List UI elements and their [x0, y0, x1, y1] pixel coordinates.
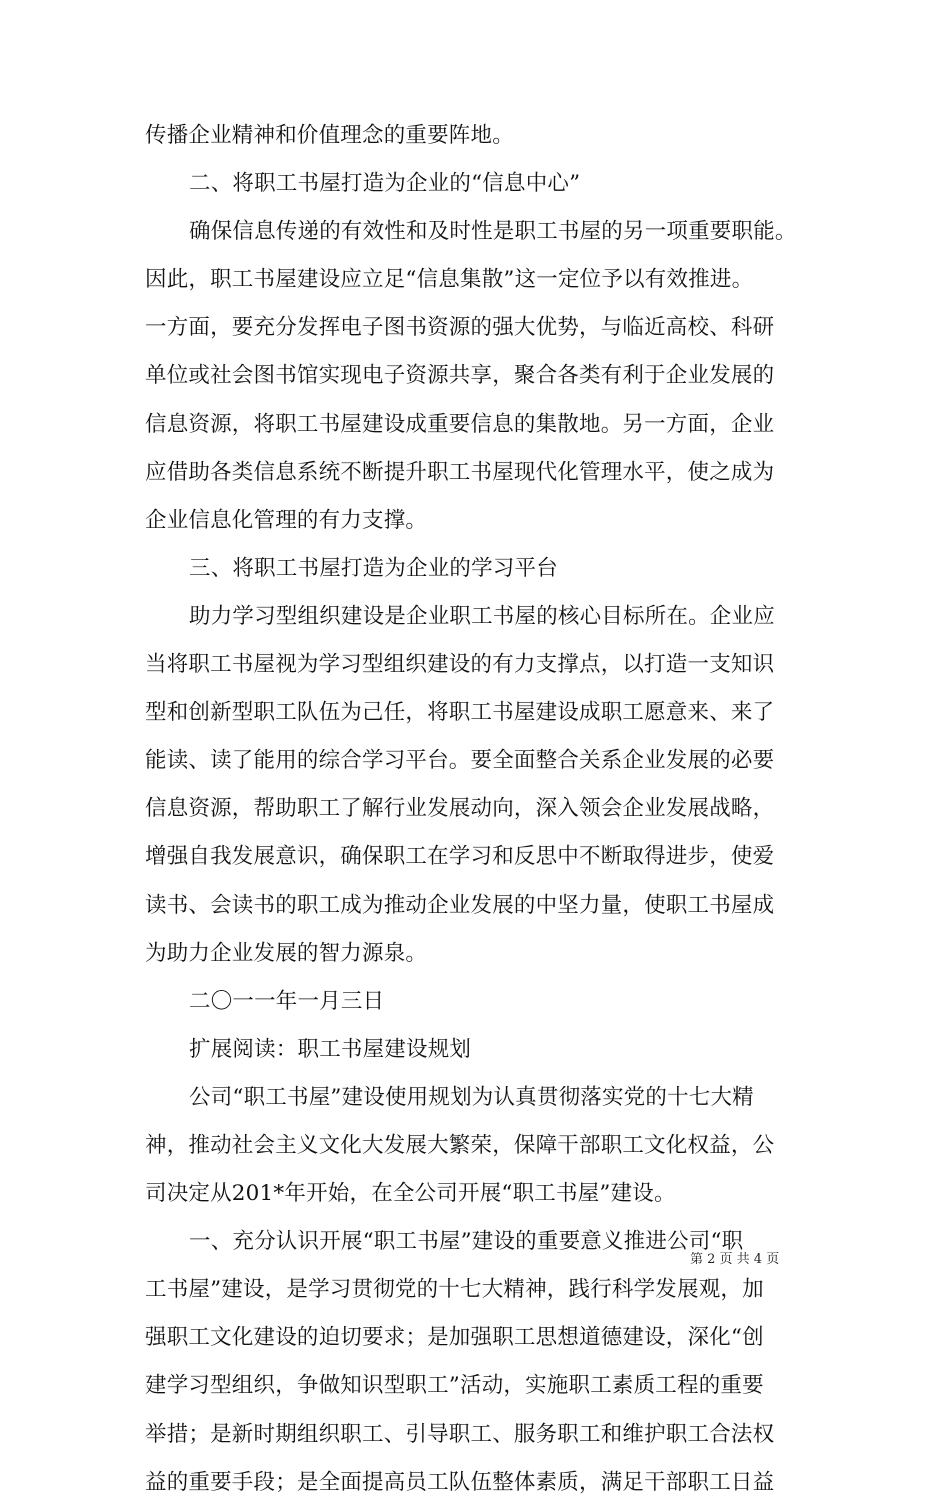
- text-line: 建学习型组织，争做知识型职工”活动，实施职工素质工程的重要: [145, 1373, 764, 1399]
- text-line: 增强自我发展意识，确保职工在学习和反思中不断取得进步，使爱: [145, 844, 775, 870]
- text-line: 神，推动社会主义文化大发展大繁荣，保障干部职工文化权益，公: [145, 1132, 775, 1158]
- text-line: 助力学习型组织建设是企业职工书屋的核心目标所在。企业应: [189, 603, 775, 629]
- text-line: 工书屋”建设，是学习贯彻党的十七大精神，践行科学发展观，加: [145, 1277, 764, 1303]
- document-body: [145, 112, 805, 1507]
- text-line: 企业信息化管理的有力支撑。: [145, 507, 428, 533]
- text-line: 传播企业精神和价值理念的重要阵地。: [145, 123, 514, 148]
- text-line: 一方面，要充分发挥电子图书资源的强大优势，与临近高校、科研: [145, 315, 775, 341]
- text-line: 能读、读了能用的综合学习平台。要全面整合关系企业发展的必要: [145, 748, 775, 774]
- text-line: 强职工文化建设的迫切要求；是加强职工思想道德建设，深化“创: [145, 1325, 764, 1351]
- text-line: 读书、会读书的职工成为推动企业发展的中坚力量，使职工书屋成: [145, 892, 775, 918]
- text-line: 公司“职工书屋”建设使用规划为认真贯彻落实党的十七大精: [189, 1084, 754, 1110]
- section-heading: 二、将职工书屋打造为企业的“信息中心”: [189, 171, 581, 197]
- text-line: 益的重要手段；是全面提高员工队伍整体素质，满足干部职工日益: [145, 1469, 775, 1495]
- text-line: 一、充分认识开展“职工书屋”建设的重要意义推进公司“职: [189, 1229, 744, 1255]
- page-number: 第 2 页 共 4 页: [690, 1252, 780, 1267]
- text-line: 当将职工书屋视为学习型组织建设的有力支撑点，以打造一支知识: [145, 652, 775, 678]
- text-line: 型和创新型职工队伍为己任，将职工书屋建设成职工愿意来、来了: [145, 700, 775, 726]
- text-line: 单位或社会图书馆实现电子资源共享，聚合各类有利于企业发展的: [145, 363, 775, 389]
- extended-reading-heading: 扩展阅读：职工书屋建设规划: [189, 1036, 472, 1062]
- text-line: 应借助各类信息系统不断提升职工书屋现代化管理水平，使之成为: [145, 459, 775, 485]
- text-line: 因此，职工书屋建设应立足“信息集散”这一定位予以有效推进。: [145, 267, 754, 293]
- text-line: 信息资源，将职工书屋建设成重要信息的集散地。另一方面，企业: [145, 411, 775, 437]
- text-line: 确保信息传递的有效性和及时性是职工书屋的另一项重要职能。: [189, 219, 797, 245]
- text-line: 信息资源，帮助职工了解行业发展动向，深入领会企业发展战略，: [145, 796, 775, 822]
- text-line: 举措；是新时期组织职工、引导职工、服务职工和维护职工合法权: [145, 1421, 775, 1447]
- text-line: 为助力企业发展的智力源泉。: [145, 940, 428, 966]
- text-line: 司决定从201*年开始，在全公司开展“职工书屋”建设。: [145, 1181, 676, 1207]
- section-heading: 三、将职工书屋打造为企业的学习平台: [189, 555, 558, 581]
- date-line: 二〇一一年一月三日: [189, 988, 385, 1014]
